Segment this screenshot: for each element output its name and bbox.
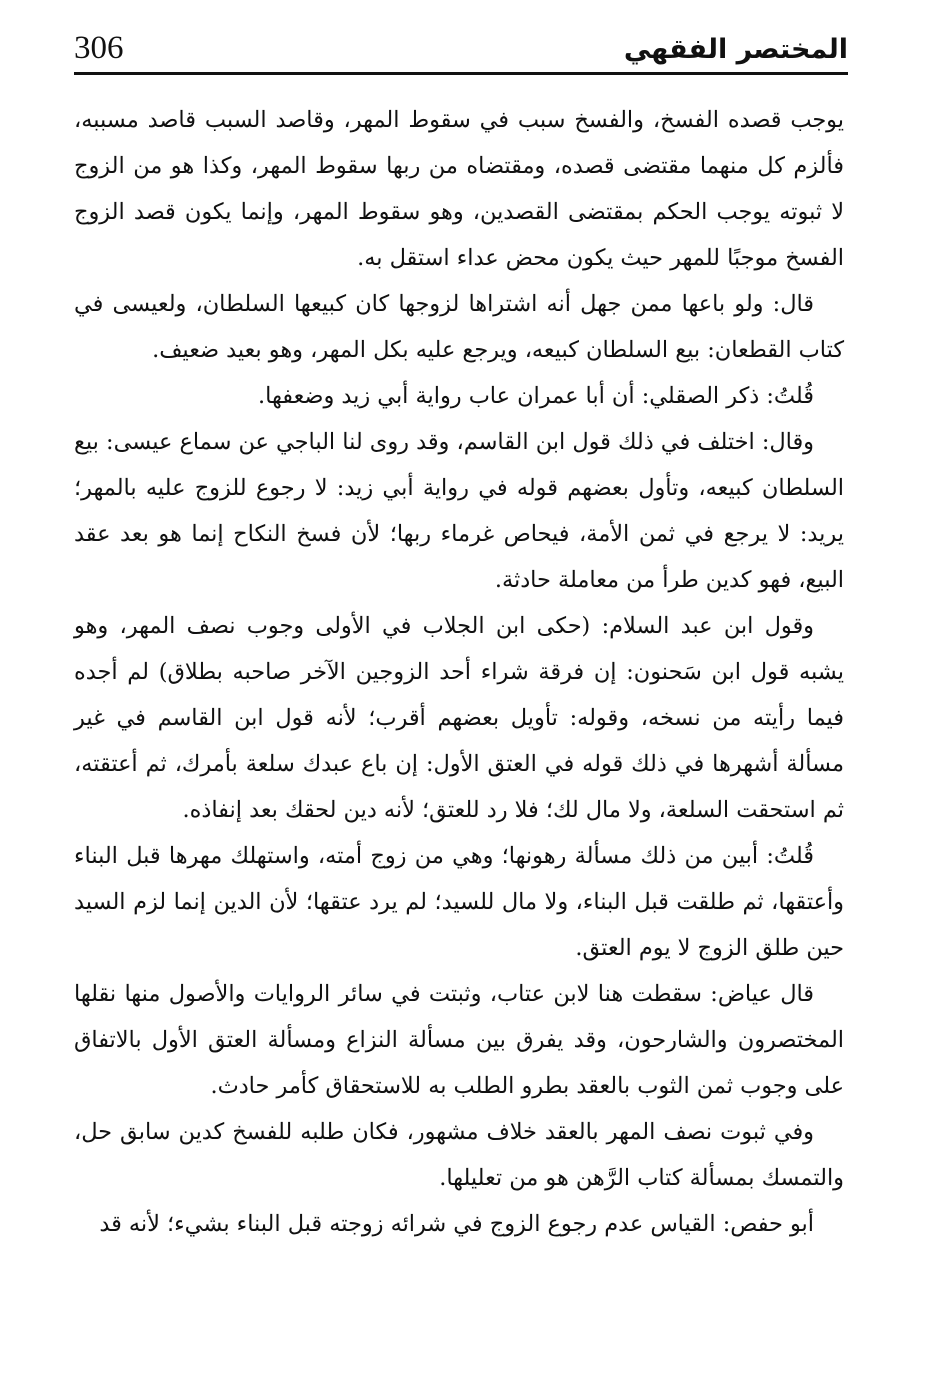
paragraph: وقال: اختلف في ذلك قول ابن القاسم، وقد روى لنا الباجي عن سماع عيسى: بيع السلطان كبيعه، وتأول بعضهم قوله في رواية أبي زيد: لا رجوع للزوج عليه بالمهر؛ يريد: لا يرجع في ثمن الأمة، فيحاص غرماء ربها؛ لأن فسخ النكاح إنما هو بعد عقد البيع، فهو كدين طرأ من معاملة حادثة. bbox=[74, 429, 844, 593]
body-text bbox=[74, 97, 844, 1247]
page-header bbox=[74, 22, 848, 75]
running-title: المختصر الفقهي bbox=[623, 34, 848, 65]
page-number: 306 bbox=[74, 30, 124, 66]
paragraph: قال: ولو باعها ممن جهل أنه اشتراها لزوجها كان كبيعها السلطان، ولعيسى في كتاب القطعان: بيع السلطان كبيعه، ويرجع عليه بكل المهر، وهو بعيد ضعيف. bbox=[74, 291, 844, 363]
paragraph: وقول ابن عبد السلام: (حكى ابن الجلاب في الأولى وجوب نصف المهر، وهو يشبه قول ابن سَحنون: إن فرقة شراء أحد الزوجين الآخر صاحبه بطلاق) لم أجده فيما رأيته من نسخه، وقوله: تأويل بعضهم أقرب؛ لأنه قول ابن القاسم في غير مسألة أشهرها في ذلك قوله في العتق الأول: إن باع عبدك سلعة بأمرك، ثم أعتقته، ثم استحقت السلعة، ولا مال لك؛ فلا رد للعتق؛ لأنه دين لحقك بعد إنفاذه. bbox=[74, 613, 844, 823]
paragraph: قُلتُ: ذكر الصقلي: أن أبا عمران عاب رواية أبي زيد وضعفها. bbox=[258, 383, 814, 409]
paragraph: يوجب قصده الفسخ، والفسخ سبب في سقوط المهر، وقاصد السبب قاصد مسببه، فألزم كل منهما مقتضى قصده، ومقتضاه من ربها سقوط المهر، وكذا هو من الزوج لا ثبوته يوجب الحكم بمقتضى القصدين، وهو سقوط المهر، وإنما يكون قصد الزوج الفسخ موجبًا للمهر حيث يكون محض عداء استقل به. bbox=[74, 107, 844, 271]
paragraph: قال عياض: سقطت هنا لابن عتاب، وثبتت في سائر الروايات والأصول منها نقلها المختصرون والشارحون، وقد يفرق بين مسألة النزاع ومسألة العتق الأول بالاتفاق على وجوب ثمن الثوب بالعقد بطرو الطلب به للاستحقاق كأمر حادث. bbox=[74, 981, 844, 1099]
paragraph: وفي ثبوت نصف المهر بالعقد خلاف مشهور، فكان طلبه للفسخ كدين سابق حل، والتمسك بمسألة كتاب الرَّهن هو من تعليلها. bbox=[74, 1119, 844, 1191]
paragraph: قُلتُ: أبين من ذلك مسألة رهونها؛ وهي من زوج أمته، واستهلك مهرها قبل البناء وأعتقها، ثم طلقت قبل البناء، ولا مال للسيد؛ لم يرد عتقها؛ لأن الدين إنما لزم السيد حين طلق الزوج لا يوم العتق. bbox=[74, 843, 844, 961]
paragraph: أبو حفص: القياس عدم رجوع الزوج في شرائه زوجته قبل البناء بشيء؛ لأنه قد bbox=[99, 1211, 814, 1237]
